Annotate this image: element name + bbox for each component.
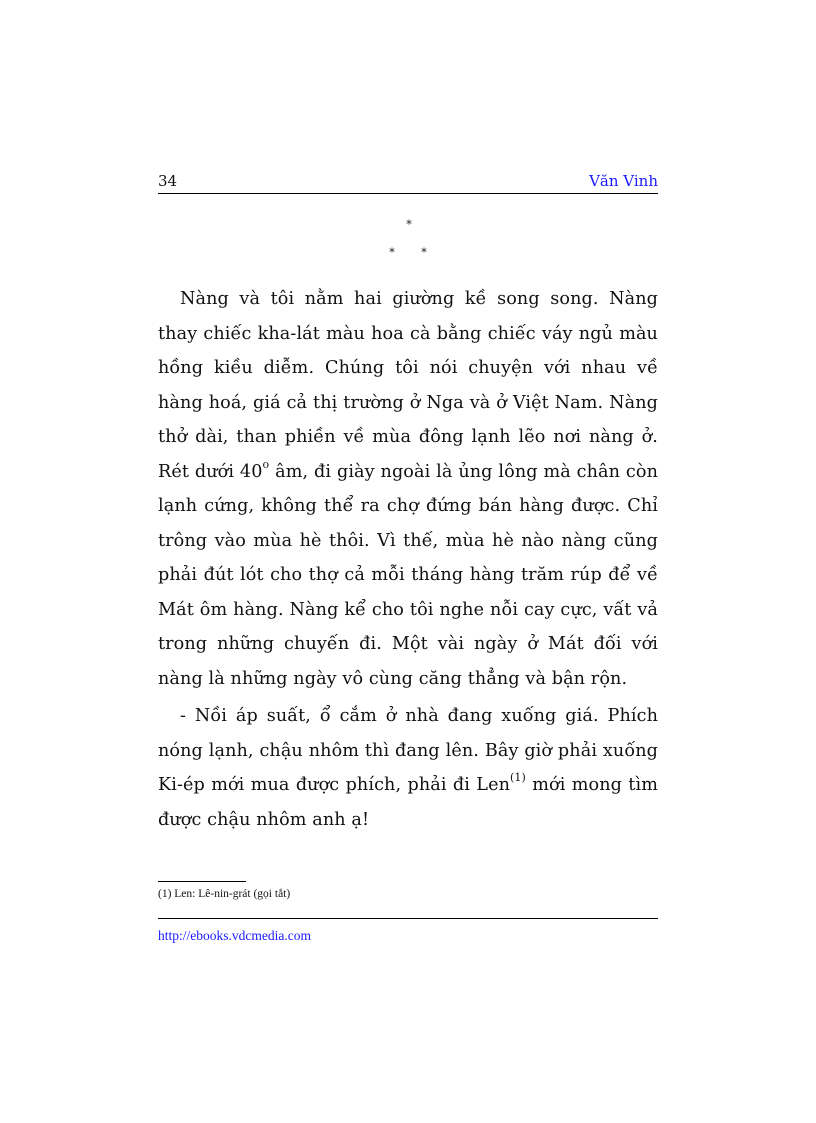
- paragraph-2-text-cont: mới mong tìm được chậu nhôm anh ạ!: [158, 775, 658, 830]
- paragraph-1: [158, 282, 658, 696]
- paragraph-1-text: Nàng và tôi nằm hai giường kề song song. Nàng thay chiếc kha-lát màu hoa cà bằng chiếc váy ngủ màu hồng kiều diễm. Chúng tôi nói chuyện với nhau về hàng hoá, giá cả thị trường ở Nga và ở Việt Nam. Nàng thở dài, than phiền về mùa đông lạnh lẽo nơi nàng ở. Rét dưới 40: [158, 289, 658, 482]
- footnote: (1) Len: Lê-nin-grát (gọi tắt): [158, 888, 291, 900]
- asterisk: *: [389, 246, 395, 259]
- footer-link[interactable]: http://ebooks.vdcmedia.com: [158, 928, 311, 943]
- footnote-rule: [158, 881, 246, 882]
- asterisk: *: [421, 246, 427, 259]
- paragraph-2: [158, 699, 658, 837]
- paragraph-1-text-cont: âm, đi giày ngoài là ủng lông mà chân còn lạnh cứng, không thể ra chợ đứng bán hàng được. Chỉ trông vào mùa hè thôi. Vì thế, mùa hè nào nàng cũng phải đút lót cho thợ cả mỗi tháng hàng trăm rúp để về Mát ôm hàng. Nàng kể cho tôi nghe nỗi cay cực, vất vả trong những chuyến đi. Một vài ngày ở Mát đối với nàng là những ngày vô cùng căng thẳng và bận rộn.: [158, 461, 658, 689]
- author-name: Văn Vinh: [589, 172, 658, 190]
- asterisk: *: [406, 218, 412, 231]
- footer-rule: [158, 918, 658, 919]
- running-header: [158, 171, 658, 194]
- section-separator-top: [1, 218, 816, 232]
- degree-superscript: o: [262, 457, 270, 471]
- section-separator-bottom: [0, 246, 816, 260]
- body-text: [158, 282, 658, 837]
- footnote-marker[interactable]: (1): [510, 771, 526, 784]
- paragraph-2-text: - Nồi áp suất, ổ cắm ở nhà đang xuống giá. Phích nóng lạnh, chậu nhôm thì đang lên. Bây giờ phải xuống Ki-ép mới mua được phích, phải đi Len: [158, 706, 658, 795]
- page-number: 34: [158, 172, 178, 190]
